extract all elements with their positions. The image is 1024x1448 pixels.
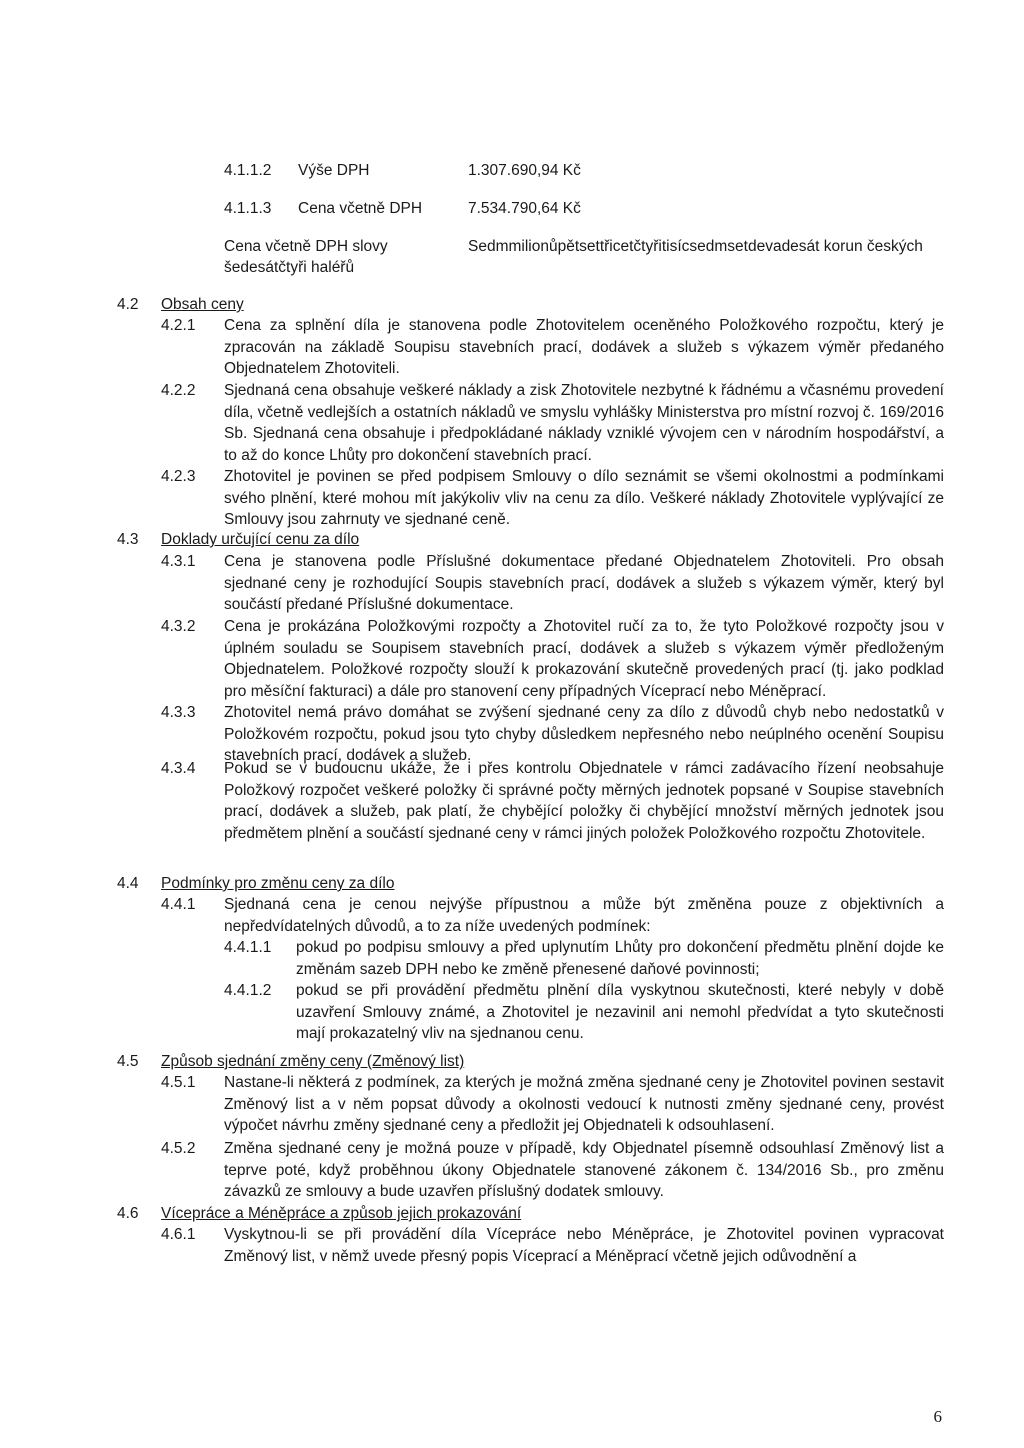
clause-text: Cena je prokázána Položkovými rozpočty a Zhotovitel ručí za to, že tyto Položkové rozpočty jsou v úplném souladu se Soupisem stavebních prací, dodávek a služeb s výkazem výměr předloženým Objednatelem. Položkové rozpočty slouží k prokazování skutečně provedených prací (tj. jako podklad pro měsíční fakturaci) a dále pro stanovení ceny případných Víceprací nebo Méněprací. xyxy=(224,618,944,700)
clause-number: 4.5.1 xyxy=(161,1074,196,1091)
section-number: 4.4 xyxy=(117,875,139,892)
price-line-vat-value: 1.307.690,94 Kč xyxy=(468,162,581,179)
clause-text: Nastane-li některá z podmínek, za kterých je možná změna sjednané ceny je Zhotovitel povinen sestavit Změnový list a v něm popsat důvody a okolnosti vedoucí k nutnosti změny sjednané ceny, provést výpočet návrhu změny sjednané ceny a předložit jej Objednateli k odsouhlasení. xyxy=(224,1074,944,1135)
subclause-text: pokud se při provádění předmětu plnění díla vyskytnou skutečnosti, které nebyly v době uzavření Smlouvy známé, a Zhotovitel je nezavinil ani nemohl předvídat a tyto skutečnosti mají prokazatelný vliv na sjednanou cenu. xyxy=(296,982,944,1043)
clause-number: 4.6.1 xyxy=(161,1226,196,1243)
section-number: 4.5 xyxy=(117,1053,139,1070)
section-title: Způsob sjednání změny ceny (Změnový list) xyxy=(161,1053,465,1070)
clause-text: Cena je stanovena podle Příslušné dokumentace předané Objednatelem Zhotoviteli. Pro obsah sjednané ceny je rozhodující Soupis stavebních prací, dodávek a služeb s výkazem výměr, který byl součástí předané Příslušné dokumentace. xyxy=(224,553,944,614)
section-title: Vícepráce a Méněpráce a způsob jejich prokazování xyxy=(161,1205,522,1222)
clause-text: Změna sjednané ceny je možná pouze v případě, kdy Objednatel písemně odsouhlasí Změnový list a teprve poté, když proběhnou úkony Objednatele stanovené zákonem č. 134/2016 Sb., pro změnu závazků ze smlouvy a bude uzavřen příslušný dodatek smlouvy. xyxy=(224,1140,944,1201)
clause-number: 4.2.1 xyxy=(161,317,196,334)
section-title: Podmínky pro změnu ceny za dílo xyxy=(161,875,395,892)
subclause-number: 4.4.1.2 xyxy=(224,982,272,999)
clause-text: Sjednaná cena je cenou nejvýše přípustnou a může být změněna pouze z objektivních a nepředvídatelných důvodů, a to za níže uvedených podmínek: xyxy=(224,896,944,935)
subclause-number: 4.4.1.1 xyxy=(224,939,272,956)
section-title: Obsah ceny xyxy=(161,296,244,313)
page-number: 6 xyxy=(933,1407,942,1426)
clause-number: 4.3.4 xyxy=(161,760,196,777)
clause-text: Zhotovitel je povinen se před podpisem Smlouvy o dílo seznámit se všemi okolnostmi a podmínkami svého plnění, které mohou mít jakýkoliv vliv na cenu za dílo. Veškeré náklady Zhotovitele vyplývající ze Smlouvy jsou zahrnuty ve sjednané ceně. xyxy=(224,468,944,529)
price-line-vat-label: Výše DPH xyxy=(298,162,370,179)
section-number: 4.3 xyxy=(117,531,139,548)
words-label-line2: šedesátčtyři haléřů xyxy=(224,259,355,276)
section-title: Doklady určující cenu za dílo xyxy=(161,531,360,548)
clause-number: 4.3.3 xyxy=(161,704,196,721)
words-value: Sedmmilionůpětsettřicetčtyřitisícsedmsetdevadesát korun českých xyxy=(468,238,923,255)
clause-text: Cena za splnění díla je stanovena podle Zhotovitelem oceněného Položkového rozpočtu, který je zpracován na základě Soupisu stavebních prací, dodávek a služeb s výkazem výměr předaného Objednatelem Zhotoviteli. xyxy=(224,317,944,378)
clause-number: 4.3.2 xyxy=(161,618,196,635)
clause-text: Zhotovitel nemá právo domáhat se zvýšení sjednané ceny za dílo z důvodů chyb nebo nedostatků v Položkovém rozpočtu, pokud jsou tyto chyby důsledkem nepřesného nebo neúplného ocenění Soupisu stavebních prací, dodávek a služeb. xyxy=(224,704,944,765)
clause-number: 4.5.2 xyxy=(161,1140,196,1157)
price-line-vat-number: 4.1.1.2 xyxy=(224,162,272,179)
section-number: 4.6 xyxy=(117,1205,139,1222)
clause-text: Pokud se v budoucnu ukáže, že i přes kontrolu Objednatele v rámci zadávacího řízení neobsahuje Položkový rozpočet veškeré položky či správné počty měrných jednotek popsané v Soupise stavebních prací, dodávek a služeb, pak platí, že chybějící položky či chybějící množství měrných jednotek jsou předmětem plnění a součástí sjednané ceny v rámci jiných položek Položkového rozpočtu Zhotovitele. xyxy=(224,760,944,842)
clause-text: Vyskytnou-li se při provádění díla Vícepráce nebo Méněpráce, je Zhotovitel povinen vypracovat Změnový list, v němž uvede přesný popis Víceprací a Méněprací včetně jejich odůvodnění a xyxy=(224,1226,944,1265)
subclause-text: pokud po podpisu smlouvy a před uplynutím Lhůty pro dokončení předmětu plnění dojde ke změnám sazeb DPH nebo ke změně přenesené daňové povinnosti; xyxy=(296,939,944,978)
price-line-total-value: 7.534.790,64 Kč xyxy=(468,200,581,217)
section-number: 4.2 xyxy=(117,296,139,313)
price-line-total-label: Cena včetně DPH xyxy=(298,200,423,217)
clause-number: 4.3.1 xyxy=(161,553,196,570)
words-label-line1: Cena včetně DPH slovy xyxy=(224,238,388,255)
clause-number: 4.4.1 xyxy=(161,896,196,913)
clause-text: Sjednaná cena obsahuje veškeré náklady a zisk Zhotovitele nezbytné k řádnému a včasnému provedení díla, včetně vedlejších a ostatních nákladů ve smyslu vyhlášky Ministerstva pro místní rozvoj č. 169/2016 Sb. Sjednaná cena obsahuje i předpokládané náklady vzniklé vývojem cen v národním hospodářství, a to až do konce Lhůty pro dokončení stavebních prací. xyxy=(224,382,944,464)
price-line-total-number: 4.1.1.3 xyxy=(224,200,272,217)
clause-number: 4.2.2 xyxy=(161,382,196,399)
clause-number: 4.2.3 xyxy=(161,468,196,485)
